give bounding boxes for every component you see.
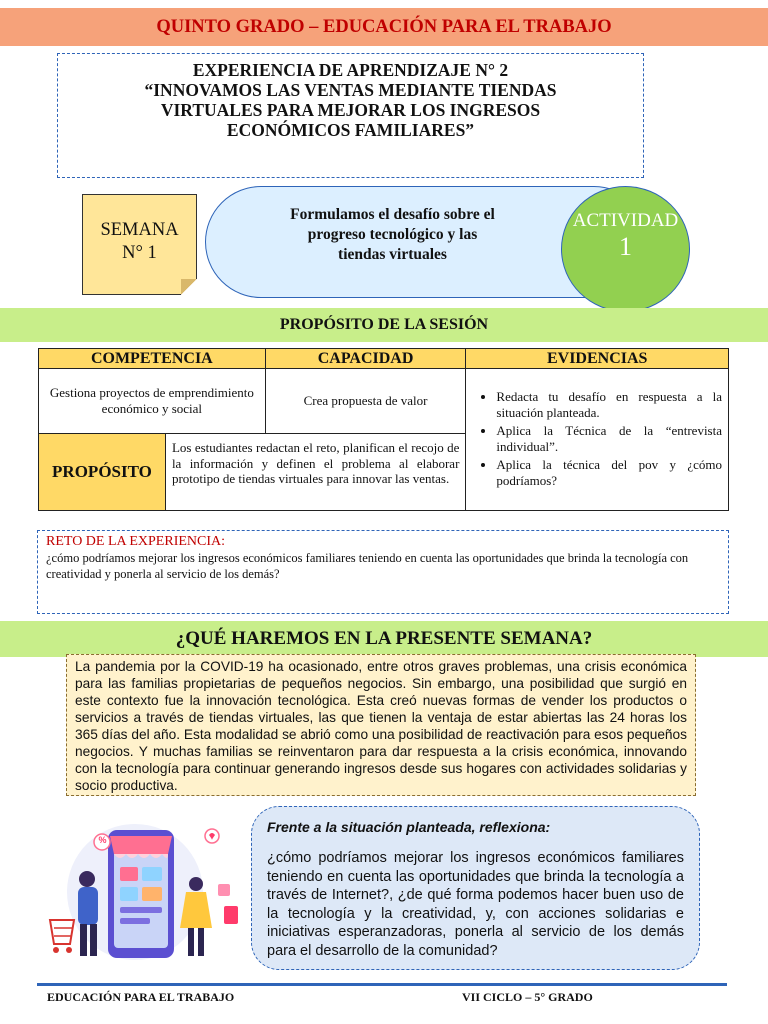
week-number: N° 1 bbox=[122, 243, 157, 263]
week-plan-heading: ¿QUÉ HAREMOS EN LA PRESENTE SEMANA? bbox=[0, 621, 768, 657]
experience-title-box bbox=[57, 53, 644, 178]
experience-title-line: EXPERIENCIA DE APRENDIZAJE N° 2 bbox=[192, 60, 509, 80]
reflection-title: Frente a la situación planteada, reflexiona: bbox=[267, 819, 551, 835]
challenge-line: tiendas virtuales bbox=[338, 246, 447, 263]
header-evidencias: EVIDENCIAS bbox=[466, 349, 729, 369]
note-fold-corner bbox=[181, 279, 197, 295]
context-text-box: La pandemia por la COVID-19 ha ocasionado, entre otros graves problemas, una crisis económica para las familias propietarias de pequeños negocios. Sin embargo, una posibilidad que surgió en este contexto fue la innovación tecnológica. Esta creó nuevas formas de vender los productos o servicios a través de tiendas virtuales, las que tienen la ventaja de estar abiertas las 24 horas los 365 días del año. Esta modalidad se abrió como una posibilidad de reactivación para esos pequeños negocios. Y muchas familias se reinventaron para dar respuesta a la crisis económica, innovando con la tecnología para continuar generando ingresos desde sus hogares con actividades solidarias y socio productiva. bbox=[66, 654, 696, 796]
week-label: SEMANA bbox=[100, 220, 179, 240]
footer-divider bbox=[37, 983, 727, 986]
activity-number: 1 bbox=[619, 232, 632, 261]
percent-badge: % bbox=[98, 835, 107, 845]
proposito-label: PROPÓSITO bbox=[39, 434, 166, 511]
activity-label: ACTIVIDAD bbox=[572, 210, 679, 231]
session-purpose-heading: PROPÓSITO DE LA SESIÓN bbox=[0, 308, 768, 342]
experience-challenge-box bbox=[37, 530, 729, 614]
footer-subject: EDUCACIÓN PARA EL TRABAJO bbox=[47, 990, 235, 1004]
experience-title-line: ECONÓMICOS FAMILIARES” bbox=[226, 120, 475, 140]
experience-title-line: VIRTUALES PARA MEJORAR LOS INGRESOS bbox=[160, 100, 541, 120]
shopping-illustration-svg bbox=[40, 812, 245, 972]
challenge-text bbox=[265, 205, 520, 265]
challenge-line: Formulamos el desafío sobre el bbox=[290, 206, 495, 223]
reflection-box bbox=[251, 806, 700, 970]
evidence-item: • Redacta tu desafío en respuesta a la situación planteada. bbox=[496, 389, 722, 421]
footer-cycle: VII CICLO – 5° GRADO bbox=[462, 990, 593, 1004]
purpose-table bbox=[38, 348, 729, 511]
competencia-cell: Gestiona proyectos de emprendimiento económico y social bbox=[39, 369, 266, 434]
grade-banner: QUINTO GRADO – EDUCACIÓN PARA EL TRABAJO bbox=[0, 8, 768, 46]
experience-title-line: “INNOVAMOS LAS VENTAS MEDIANTE TIENDAS bbox=[144, 80, 557, 100]
challenge-line: progreso tecnológico y las bbox=[307, 226, 478, 243]
header-competencia: COMPETENCIA bbox=[39, 349, 266, 369]
reflection-text: ¿cómo podríamos mejorar los ingresos económicos familiares teniendo en cuenta las oportunidades que brinda la tecnología a través de Internet?, ¿de qué forma podemos hacer buen uso de la tecnología y la creatividad, y, con acciones solidarias e iniciativas esperanzadoras, ponerla al servicio de los demás para el desarrollo de la comunidad? bbox=[267, 850, 684, 959]
reto-text: ¿cómo podríamos mejorar los ingresos económicos familiares teniendo en cuenta las oportunidades que brinda la tecnología con creatividad y ponerla al servicio de los demás? bbox=[46, 551, 689, 581]
proposito-text: Los estudiantes redactan el reto, planifican el recojo de la información y definen el problema al elaborar prototipo de tiendas virtuales para innovar las ventas. bbox=[165, 434, 465, 511]
week-sticky-note bbox=[82, 194, 197, 295]
reto-title: RETO DE LA EXPERIENCIA: bbox=[46, 534, 226, 549]
header-capacidad: CAPACIDAD bbox=[265, 349, 466, 369]
evidence-item: • Aplica la técnica del pov y ¿cómo podríamos? bbox=[496, 457, 722, 489]
capacidad-cell: Crea propuesta de valor bbox=[265, 369, 466, 434]
evidencias-cell bbox=[466, 369, 729, 511]
online-shopping-illustration bbox=[40, 812, 245, 972]
evidence-item: • Aplica la Técnica de la “entrevista individual”. bbox=[496, 423, 722, 455]
